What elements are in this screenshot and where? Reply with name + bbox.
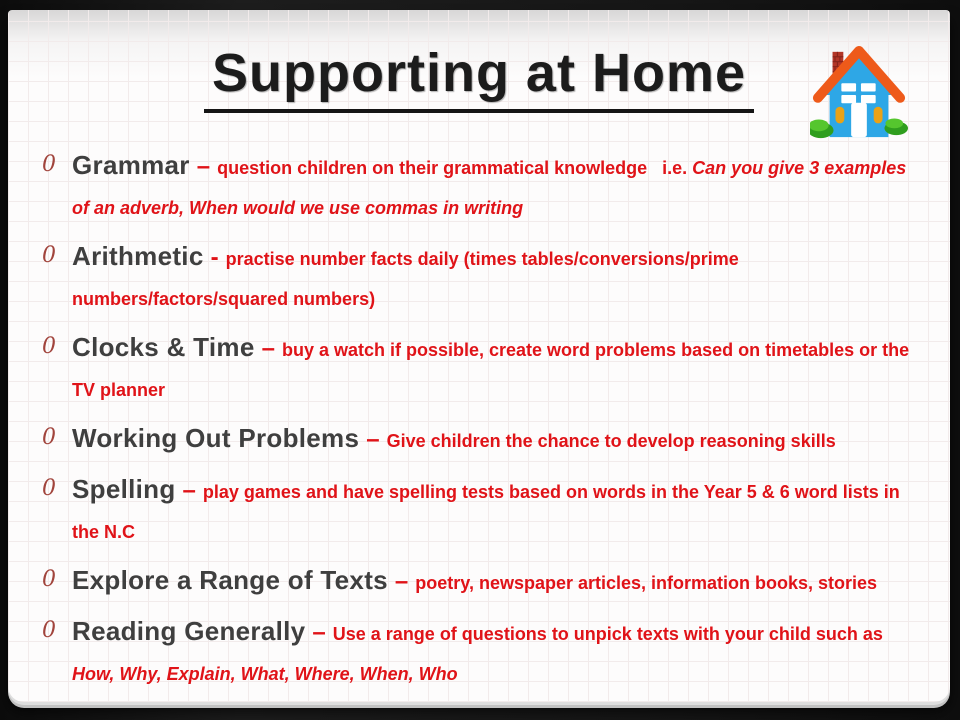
bullet-description: Use a range of questions to unpick texts with your child such as: [332, 624, 883, 644]
bullet-heading: Arithmetic: [72, 241, 204, 271]
bullet-description: poetry, newspaper articles, information books, stories: [415, 573, 878, 593]
slide-page: [8, 10, 950, 702]
bullet-content: [72, 146, 926, 229]
bullet-separator: –: [394, 568, 409, 595]
title-area: [8, 10, 950, 146]
list-item: [42, 612, 926, 695]
list-item: [42, 419, 926, 462]
bullet-content: [72, 328, 926, 411]
bullet-marker: 0: [42, 152, 56, 177]
bullet-marker: 0: [42, 243, 56, 268]
bullet-heading: Grammar: [72, 150, 190, 180]
bullet-marker: 0: [42, 334, 56, 359]
bullet-separator: –: [196, 153, 211, 180]
bullet-heading: Clocks & Time: [72, 332, 255, 362]
bullet-heading: Explore a Range of Texts: [72, 565, 388, 595]
list-item: [42, 328, 926, 411]
list-item: [42, 561, 926, 604]
page-title: Supporting at Home: [204, 44, 754, 113]
bullet-marker: 0: [42, 476, 56, 501]
list-item: [42, 470, 926, 553]
bullet-list: [8, 146, 950, 695]
bullet-separator: –: [366, 426, 380, 453]
house-icon: [810, 44, 908, 142]
bullet-heading: Working Out Problems: [72, 423, 360, 453]
bullet-separator: –: [312, 619, 326, 646]
bullet-heading: Reading Generally: [72, 616, 306, 646]
bullet-marker: 0: [42, 425, 56, 450]
bullet-separator: –: [182, 477, 196, 504]
bullet-content: [72, 419, 926, 462]
bullet-content: [72, 612, 926, 695]
list-item: [42, 146, 926, 229]
bullet-description: question children on their grammatical knowledge i.e.: [217, 158, 693, 178]
bullet-description: play games and have spelling tests based on words in the Year 5 & 6 word lists in the N.C: [72, 482, 900, 542]
bullet-content: [72, 561, 926, 604]
bullet-description: buy a watch if possible, create word problems based on timetables or the TV planner: [72, 340, 910, 400]
bullet-italic-note: Can you give 3 examples of an adverb, When would we use commas in writing: [72, 158, 907, 218]
bullet-heading: Spelling: [72, 474, 176, 504]
bullet-separator: –: [261, 335, 275, 362]
house-door-icon: [851, 103, 867, 137]
bullet-content: [72, 237, 926, 320]
bullet-marker: 0: [42, 618, 56, 643]
bullet-description: practise number facts daily (times tables/conversions/prime numbers/factors/squared numbers): [72, 249, 739, 309]
bullet-marker: 0: [42, 567, 56, 592]
bullet-description: Give children the chance to develop reasoning skills: [386, 431, 836, 451]
bullet-italic-note: How, Why, Explain, What, Where, When, Who: [72, 664, 458, 684]
list-item: [42, 237, 926, 320]
bullet-separator: -: [210, 244, 219, 271]
bullet-content: [72, 470, 926, 553]
